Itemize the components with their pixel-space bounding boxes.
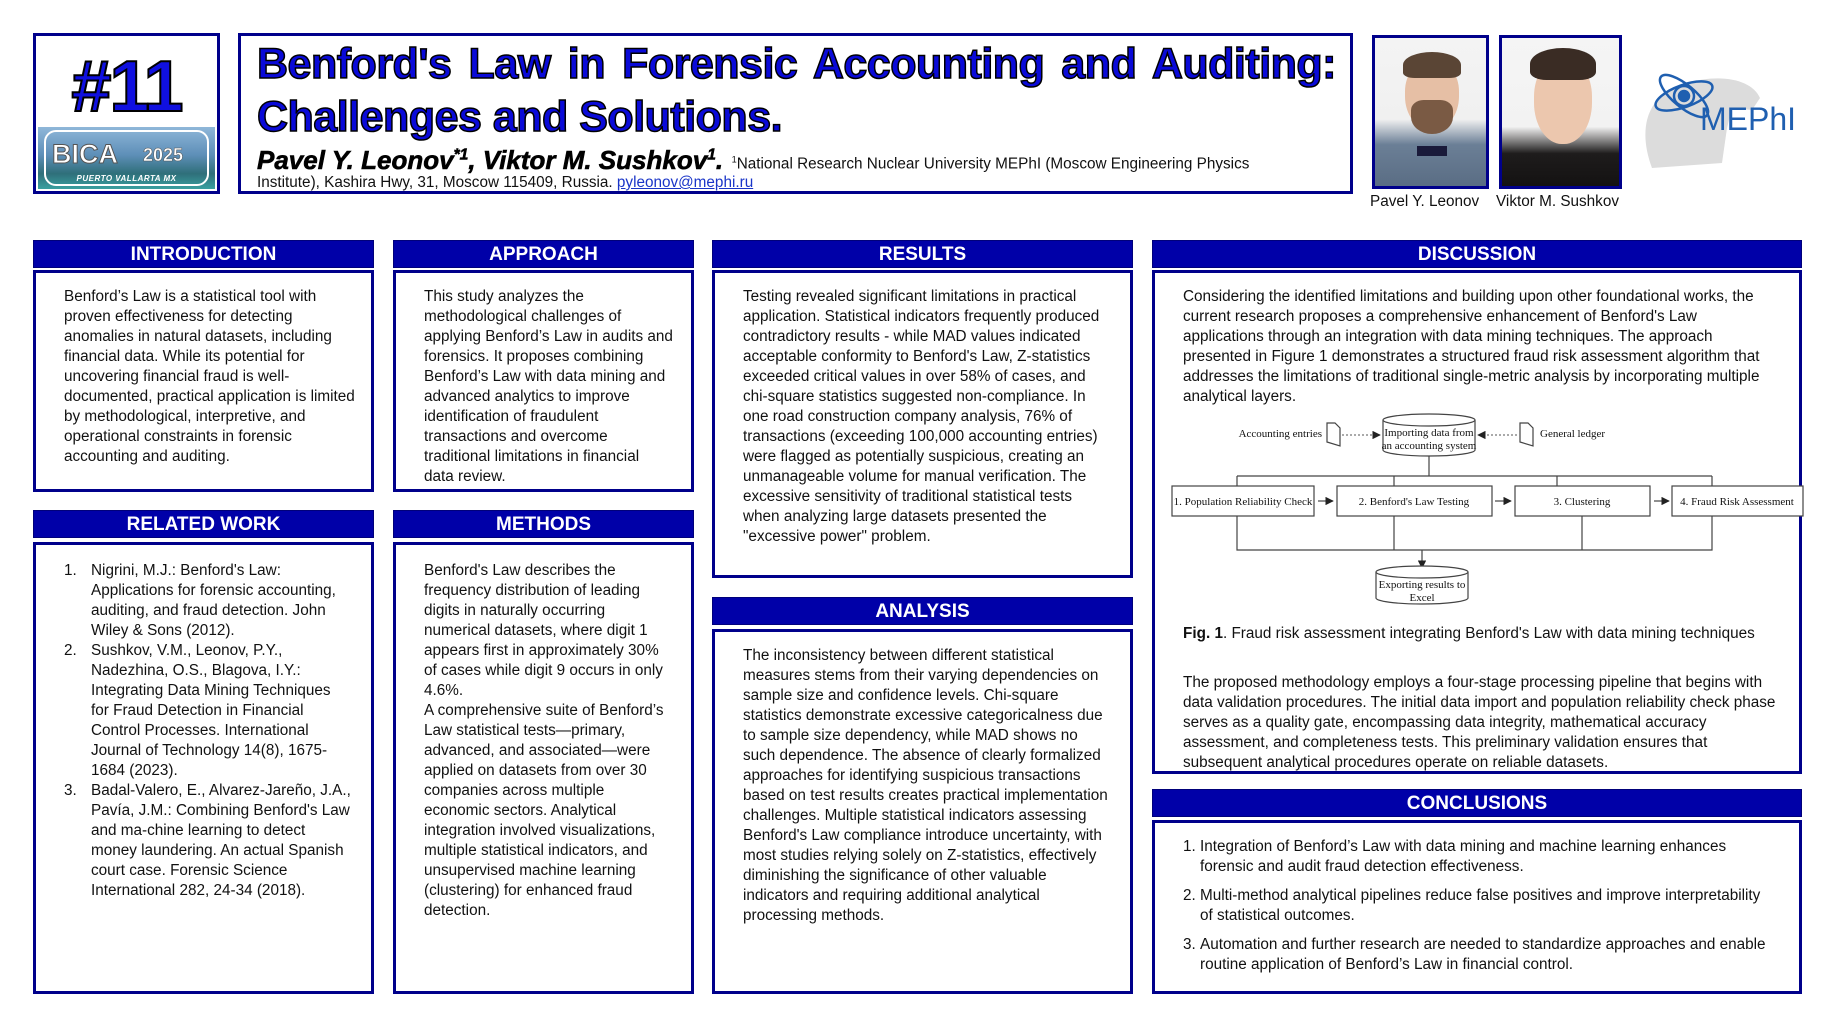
reference-item [64,781,351,901]
export-node-line-1: Exporting results to [1378,579,1466,591]
approach-section [393,270,694,492]
reference-item [64,561,351,641]
stage-label-3: 3. Clustering [1553,496,1611,508]
author-2-affil: 1 [707,146,716,163]
author-names [257,145,723,175]
conclusions-section [1152,820,1802,994]
poster-number: #11 [71,47,182,127]
affiliation-mark: 1 [731,154,737,165]
figure-caption-label: Fig. 1 [1183,625,1223,642]
reference-number: 1. [64,562,77,579]
analysis-heading: ANALYSIS [712,597,1133,625]
stage-label-1: 1. Population Reliability Check [1173,496,1313,508]
conclusion-item [1183,837,1775,877]
authors-line [257,144,1336,176]
discussion-body-2: The proposed methodology employs a four-stage processing pipeline that begins with data validation procedures. The initial data import and population reliability check phase serves as a quality gate, encompassing data integrity, mathematical accuracy assessment, and completeness tests. This preliminary validation ensures that subsequent analytical procedures operate on reliable datasets. [1183,674,1776,771]
poster-number-box [33,33,220,194]
hair-shape [1403,52,1461,78]
methods-heading: METHODS [393,510,694,538]
affiliation-line-2: Institute), Kashira Hwy, 31, Moscow 115409, Russia. [257,174,613,191]
reference-item [64,641,351,781]
author-email-link[interactable]: pyleonov@mephi.ru [616,174,754,191]
reference-number: 3. [64,782,77,799]
results-heading: RESULTS [712,240,1133,268]
stage-label-4: 4. Fraud Risk Assessment [1680,496,1794,508]
approach-body: This study analyzes the methodological challenges of applying Benford’s Law in audits and forensics. It proposes combining Benford’s Law with data mining and advanced analytics to improve identification of fraudulent transactions and overcome traditional limitations in financial data review. [424,288,673,485]
conclusions-heading: CONCLUSIONS [1152,789,1802,817]
methods-paragraph-1: Benford's Law describes the frequency distribution of leading digits in naturally occurring numerical datasets, where digit 1 appears first in approximately 30% of cases while digit 9 occurs in only 4.6%. [424,562,663,699]
export-node-line-2: Excel [1409,592,1435,604]
conference-location: PUERTO VALLARTA MX [76,174,177,183]
source-label-accounting-entries: Accounting entries [1238,428,1322,440]
results-body: Testing revealed significant limitations in practical application. Statistical indicators frequently produced contradictory results - while MAD values indicated acceptable conformity to Benford's Law, Z-statistics exceeded critical values in over 58% of cases, and chi-square statistics suggested non-compliance. In one road construction company analysis, 76% of transactions (exceeding 100,000 accounting entries) were flagged as potentially suspicious, creating an unmanageable volume for manual verification. The excessive sensitivity of traditional statistical tests when analyzing large datasets presented the "excessive power" problem. [743,288,1100,545]
import-node-line-1: Importing data from [1384,427,1474,439]
conclusion-number: 1. [1183,838,1196,855]
import-node [1382,414,1477,456]
affiliation-line-1: National Research Nuclear University MEPhI (Moscow Engineering Physics [736,155,1250,173]
introduction-heading: INTRODUCTION [33,240,374,268]
discussion-intro: Considering the identified limitations and building upon other foundational works, the current research proposes a comprehensive enhancement of Benford's Law applications through an integration with data mining techniques. The approach presented in Figure 1 demonstrates a structured fraud risk assessment algorithm that addresses the limitations of traditional single-metric analysis by incorporating multiple analytical layers. [1183,288,1760,405]
import-node-line-2: an accounting system [1381,440,1477,452]
conclusion-item [1183,935,1775,975]
author-1: Pavel Y. Leonov [257,144,454,175]
approach-heading: APPROACH [393,240,694,268]
conclusion-text: Automation and further research are needed to standardize approaches and enable routine application of Benford’s Law in financial control. [1200,936,1766,973]
conference-logo: BICA [52,139,118,169]
author-1-affil: *1 [453,146,469,163]
hair-shape [1530,48,1596,80]
conference-year: 2025 [143,145,184,165]
affiliation-line-2-row [257,174,753,192]
connector-lines [1237,456,1712,486]
connector-lines [1237,516,1712,550]
results-section [712,270,1133,578]
poster-title: Benford's Law in Forensic Accounting and Auditing: Challenges and Solutions. [257,40,1336,141]
reference-text: Badal-Valero, E., Alvarez-Jareño, J.A., Pavía, J.M.: Combining Benford's Law and ma-chine learning to detect money laundering. An actual Spanish court case. Forensic Science International 282, 24-34 (2018). [91,782,351,899]
conclusion-text: Integration of Benford’s Law with data mining and machine learning enhances forensic and audit fraud detection effectiveness. [1200,838,1727,875]
title-box [238,33,1353,194]
author-photo-leonov [1372,35,1489,189]
bowtie-shape [1417,146,1447,156]
author-photo-sushkov [1499,35,1622,189]
conclusion-item [1183,886,1775,926]
methods-paragraph-2: A comprehensive suite of Benford’s Law statistical tests—primary, advanced, and associated—were applied on datasets from over 30 companies across multiple economic sectors. Analytical integration involved visualizations, multiple statistical indicators, and unsupervised machine learning (clustering) for enhanced fraud detection. [424,702,664,919]
reference-text: Nigrini, M.J.: Benford's Law: Applications for forensic accounting, auditing, and fraud detection. John Wiley & Sons (2012). [91,562,336,639]
conclusion-number: 2. [1183,887,1196,904]
source-label-general-ledger: General ledger [1540,428,1606,440]
figure-caption [1183,624,1783,644]
fraud-risk-flow-diagram [1172,408,1794,608]
conclusion-text: Multi-method analytical pipelines reduce false positives and improve interpretability of statistical outcomes. [1200,887,1761,924]
stage-label-2: 2. Benford's Law Testing [1358,496,1470,508]
analysis-section [712,629,1133,994]
author-2: , Viktor M. Sushkov [468,144,708,175]
conclusion-number: 3. [1183,936,1196,953]
introduction-body: Benford’s Law is a statistical tool with proven effectiveness for detecting anomalies in natural datasets, including financial data. While its potential for uncovering financial fraud is well-documented, practical application is limited by methodological, interpretive, and operational constraints in forensic accounting and auditing. [64,288,355,465]
introduction-section [33,270,374,492]
document-icon [1520,423,1533,446]
reference-text: Sushkov, V.M., Leonov, P.Y., Nadezhina, O.S., Blagova, I.Y.: Integrating Data Mining Techniques for Fraud Detection in Financial Control Processes. International Journal of Technology 14(8), 1675-1684 (2023). [91,642,331,779]
related-work-section [33,542,374,994]
analysis-body: The inconsistency between different statistical measures stems from their varying dependencies on sample size and confidence levels. Chi-square statistics demonstrate excessive categoricalness due to sample size dependency, while MAD shows no such dependence. The absence of clearly formalized approaches for identifying suspicious transactions based on test results creates practical implementation challenges. Multiple statistical indicators assessing Benford's Law compliance introduce uncertainty, with most studies relying solely on Z-statistics, effectively diminishing the significance of other valuable indicators and requiring additional analytical processing methods. [743,647,1108,924]
figure-caption-text: . Fraud risk assessment integrating Benford's Law with data mining techniques [1222,625,1755,642]
logo-text: MEPhI [1700,101,1797,137]
discussion-heading: DISCUSSION [1152,240,1802,268]
document-icon [1327,423,1340,446]
methods-section [393,542,694,994]
photo-caption-leonov: Pavel Y. Leonov [1370,193,1480,210]
conference-badge [38,127,215,189]
export-node [1376,566,1468,604]
related-work-heading: RELATED WORK [33,510,374,538]
beard-shape [1411,100,1453,134]
photo-caption-sushkov: Viktor M. Sushkov [1496,193,1619,210]
author-punct: . [715,144,724,175]
mephi-logo [1632,58,1807,178]
reference-number: 2. [64,642,77,659]
